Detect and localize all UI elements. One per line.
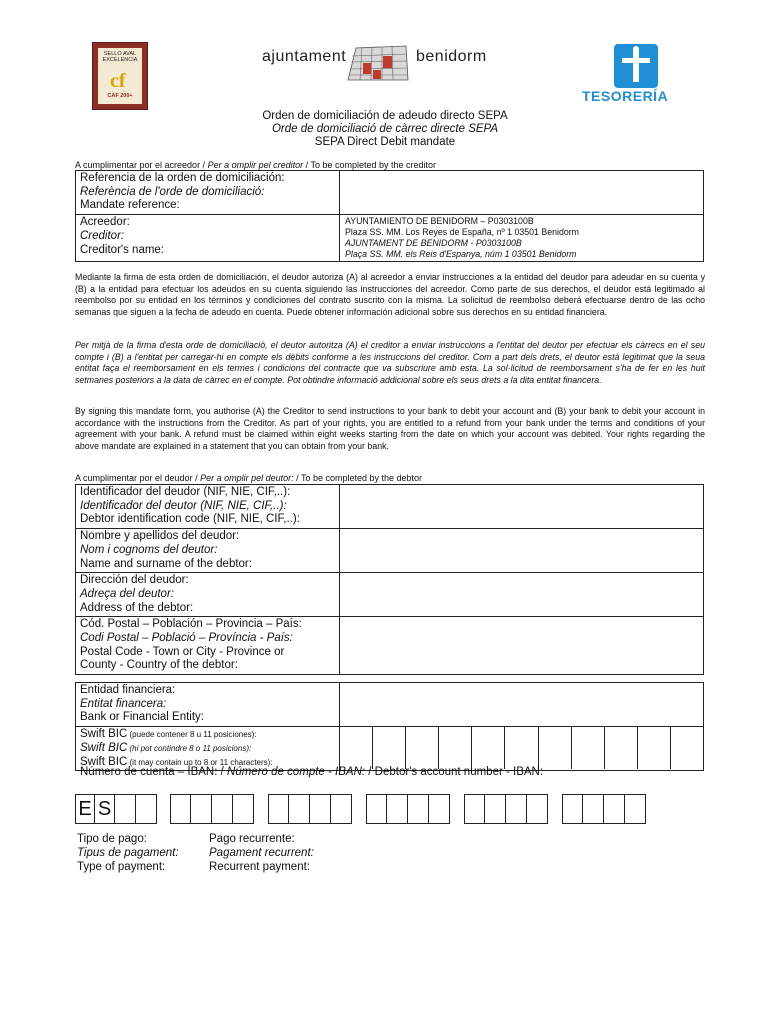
- iban-digit-box[interactable]: [268, 794, 289, 824]
- iban-boxes[interactable]: [75, 794, 646, 824]
- creditor-heading: A cumplimentar por el acreedor / Per a omplir pel creditor / To be completed by the creditor: [75, 160, 437, 170]
- payment-type-value: Pago recurrente: Pagament recurrent: Recurrent payment:: [209, 833, 314, 873]
- swift-bic-label: Swift BIC (puede contener 8 u 11 posiciones): Swift BIC (hi pot contindre 8 o 11 posicions): Swift BIC (it may contain up to 8 or 11 characters):: [76, 727, 340, 771]
- legal-text-ca: Per mitjà de la firma d'esta orde de domiciliació, el deutor autoritza (A) el creditor a enviar instruccions a l'entitat del deutor per efectuar els càrrecs en el seu compte i (B) a l'entitat per carregar-hi en compte els dèbits conforme a les instruccions del creditor. Com a part dels drets, el deutor està legitimat que la seua entitat faça el reemborsament en els termes i condicions del contracte que va subscriure amb esta. La sol·licitud de reemborsament s'ha de fer en les huit setmanes posteriors a la data de càrrec en el compte. Pot obtindre informació addicional sobre els seus drets a la dita entitat financera.: [75, 340, 705, 385]
- iban-digit-box[interactable]: [625, 794, 646, 824]
- debtor-postal-label: Cód. Postal – Población – Provincia – País: Codi Postal – Població – Província - País: Postal Code - Town or City - Province or County - Country of the debtor:: [76, 617, 340, 675]
- debtor-postal-field[interactable]: [340, 617, 704, 675]
- debtor-table: [75, 484, 704, 675]
- iban-group[interactable]: [115, 794, 157, 824]
- iban-digit-box[interactable]: [233, 794, 254, 824]
- bank-entity-field[interactable]: [340, 683, 704, 727]
- ajuntament-wordmark: ajuntament: [262, 48, 347, 65]
- debtor-address-field[interactable]: [340, 573, 704, 617]
- debtor-name-field[interactable]: [340, 529, 704, 573]
- iban-group[interactable]: [464, 794, 548, 824]
- tesoreria-logo-icon: [614, 44, 658, 88]
- legal-text-en: By signing this mandate form, you authorise (A) the Creditor to send instructions to your bank to debit your account and (B) your bank to debit your account in accordance with the instructions from the Creditor. As part of your rights, you are entitled to a refund from your bank under the terms and conditions of your agreement with your bank. A refund must be claimed within eight weeks starting from the date on which your account was debited. Your rights regarding the above mandate are explained in a statement that you can obtain from your bank.: [75, 406, 705, 451]
- iban-digit-box[interactable]: [366, 794, 387, 824]
- iban-digit-box[interactable]: [506, 794, 527, 824]
- iban-country-char-1: E: [75, 794, 95, 824]
- debtor-id-field[interactable]: [340, 485, 704, 529]
- iban-digit-box[interactable]: [583, 794, 604, 824]
- bank-table: [75, 682, 704, 771]
- debtor-id-label: Identificador del deudor (NIF, NIE, CIF,..): Identificador del deutor (NIF, NIE, CIF,..): Debtor identification code (NIF, NIE, CIF,..):: [76, 485, 340, 529]
- benidorm-wordmark: benidorm: [416, 48, 487, 65]
- iban-digit-box[interactable]: [289, 794, 310, 824]
- iban-digit-box[interactable]: [527, 794, 548, 824]
- debtor-address-label: Dirección del deudor: Adreça del deutor: Address of the debtor:: [76, 573, 340, 617]
- debtor-heading: A cumplimentar por el deudor / Per a omplir pel deutor: / To be completed by the debtor: [75, 473, 423, 483]
- iban-group[interactable]: [366, 794, 450, 824]
- swift-bic-cell[interactable]: [372, 727, 405, 769]
- swift-bic-cell[interactable]: [604, 727, 637, 769]
- swift-bic-cell[interactable]: [405, 727, 438, 769]
- creditor-table: [75, 170, 704, 262]
- swift-bic-cell[interactable]: [670, 727, 703, 769]
- seal-line2: EXCELENCIA: [102, 57, 138, 63]
- iban-digit-box[interactable]: [387, 794, 408, 824]
- swift-bic-cell[interactable]: [637, 727, 670, 769]
- iban-digit-box[interactable]: [170, 794, 191, 824]
- iban-digit-box[interactable]: [429, 794, 450, 824]
- iban-label: Número de cuenta – IBAN: / Número de compte - IBAN: / Debtor's account number - IBAN:: [80, 766, 544, 778]
- iban-digit-box[interactable]: [115, 794, 136, 824]
- iban-digit-box[interactable]: [604, 794, 625, 824]
- mandate-reference-label: Referencia de la orden de domiciliación: Referència de l'orde de domiciliació: Mandate reference:: [76, 171, 340, 215]
- bank-entity-label: Entidad financiera: Entitat financera: Bank or Financial Entity:: [76, 683, 340, 727]
- creditor-details: AYUNTAMIENTO DE BENIDORM – P0303100B Plaza SS. MM. Los Reyes de España, nº 1 03501 Benidorm AJUNTAMENT DE BENIDORM - P0303100B Plaça SS. MM. els Reis d'Espanya, núm 1 03501 Benidorm: [340, 215, 704, 262]
- swift-bic-cell[interactable]: [504, 727, 537, 769]
- swift-bic-cell[interactable]: [571, 727, 604, 769]
- swift-bic-cells[interactable]: [340, 727, 703, 769]
- title-en: SEPA Direct Debit mandate: [314, 136, 456, 148]
- iban-country-char-2: S: [95, 794, 115, 824]
- iban-group[interactable]: [268, 794, 352, 824]
- title-es: Orden de domiciliación de adeudo directo SEPA: [262, 110, 508, 122]
- town-hall-building-icon: [346, 42, 410, 82]
- iban-digit-box[interactable]: [191, 794, 212, 824]
- debtor-name-label: Nombre y apellidos del deudor: Nom i cognoms del deutor: Name and surname of the debtor:: [76, 529, 340, 573]
- swift-bic-cell[interactable]: [438, 727, 471, 769]
- iban-digit-box[interactable]: [562, 794, 583, 824]
- iban-group[interactable]: [170, 794, 254, 824]
- iban-digit-box[interactable]: [408, 794, 429, 824]
- iban-digit-box[interactable]: [212, 794, 233, 824]
- mandate-reference-field[interactable]: [340, 171, 704, 215]
- iban-digit-box[interactable]: [136, 794, 157, 824]
- creditor-label: Acreedor: Creditor: Creditor's name:: [76, 215, 340, 262]
- seal-bottom: CAF 200+: [107, 93, 133, 99]
- iban-group[interactable]: [562, 794, 646, 824]
- iban-digit-groups[interactable]: [115, 794, 646, 824]
- legal-text-es: Mediante la firma de esta orden de domiciliación, el deudor autoriza (A) al acreedor a enviar instrucciones a la entidad del deudor para adeudar en su cuenta y (B) a la entidad para efectuar los adeudos en su cuenta siguiendo las instrucciones del acreedor. Como parte de sus derechos, el deudor está legitimado al reembolso por su entidad en los términos y condiciones del contrato suscrito con la misma. La solicitud de reembolso deberá efectuarse dentro de las ocho semanas que siguen a la fecha de adeudo en cuenta. Puede obtener información adicional sobre sus derechos en su entidad financiera.: [75, 272, 705, 317]
- swift-bic-cell[interactable]: [471, 727, 504, 769]
- seal-mark: cf: [110, 70, 126, 92]
- caf-seal-logo: [92, 42, 148, 110]
- iban-digit-box[interactable]: [310, 794, 331, 824]
- iban-digit-box[interactable]: [464, 794, 485, 824]
- title-ca: Orde de domiciliació de càrrec directe SEPA: [271, 123, 499, 135]
- seal-line1: SELLO AVAL: [103, 51, 137, 57]
- iban-digit-box[interactable]: [331, 794, 352, 824]
- swift-bic-field[interactable]: [340, 727, 704, 771]
- iban-digit-box[interactable]: [485, 794, 506, 824]
- swift-bic-cell[interactable]: [340, 727, 372, 769]
- payment-type-label: Tipo de pago: Tipus de pagament: Type of payment:: [77, 833, 179, 873]
- tesoreria-wordmark: TESORERÍA: [582, 88, 669, 104]
- swift-bic-cell[interactable]: [538, 727, 571, 769]
